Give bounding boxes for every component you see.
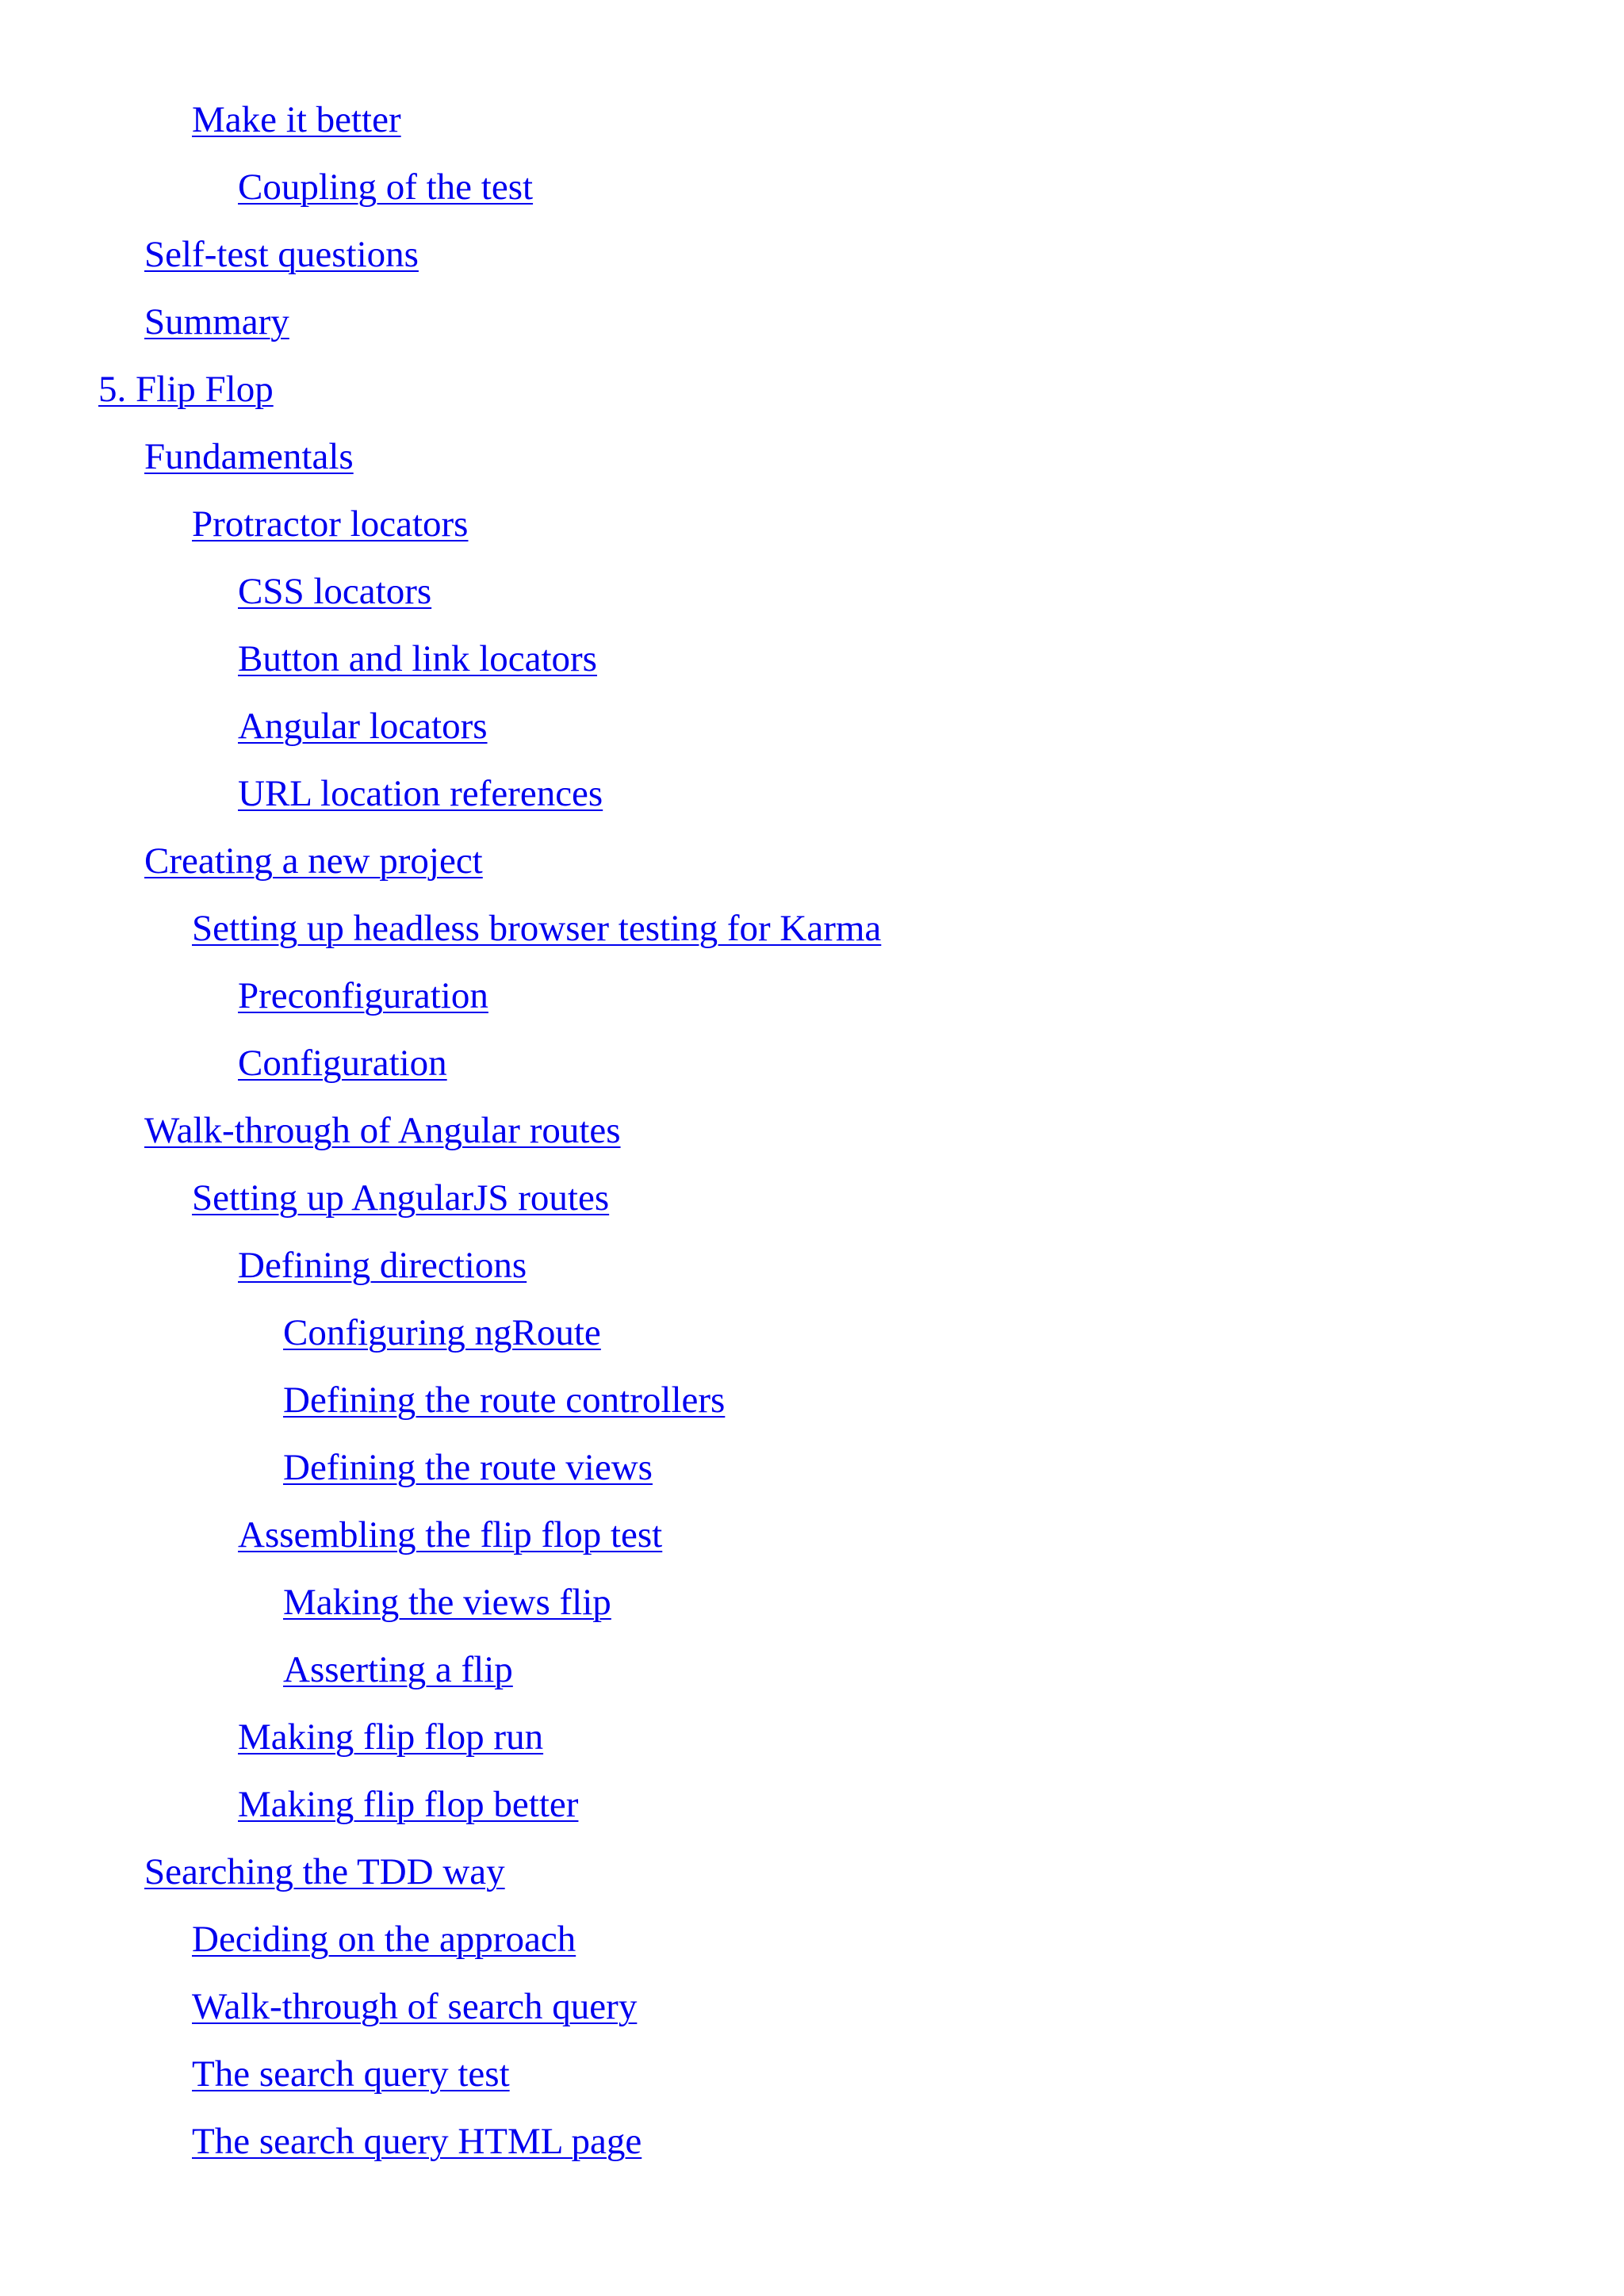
toc-link-make-it-better[interactable]: Make it better	[192, 99, 401, 140]
toc-entry	[0, 496, 1624, 564]
toc-entry	[0, 2114, 1624, 2181]
toc-entry	[0, 1777, 1624, 1844]
toc-link-deciding-on-approach[interactable]: Deciding on the approach	[192, 1919, 576, 1960]
toc-entry	[0, 1507, 1624, 1575]
toc-entry	[0, 227, 1624, 294]
toc-link-walk-through-angular-routes[interactable]: Walk-through of Angular routes	[144, 1110, 621, 1151]
toc-link-defining-route-controllers[interactable]: Defining the route controllers	[283, 1380, 726, 1421]
toc-entry	[0, 294, 1624, 362]
toc-entry	[0, 1103, 1624, 1170]
toc-link-creating-a-new-project[interactable]: Creating a new project	[144, 840, 483, 882]
toc-entry	[0, 1911, 1624, 1979]
toc-entry	[0, 1035, 1624, 1103]
toc-link-searching-the-tdd-way[interactable]: Searching the TDD way	[144, 1851, 505, 1892]
toc-entry	[0, 698, 1624, 766]
toc-link-asserting-a-flip[interactable]: Asserting a flip	[283, 1649, 513, 1690]
toc-link-css-locators[interactable]: CSS locators	[238, 571, 432, 612]
toc-link-making-flip-flop-run[interactable]: Making flip flop run	[238, 1716, 544, 1758]
toc-entry	[0, 631, 1624, 698]
toc-entry	[0, 2046, 1624, 2114]
toc-entry	[0, 1575, 1624, 1642]
toc-link-url-location-references[interactable]: URL location references	[238, 773, 603, 814]
toc-entry	[0, 362, 1624, 429]
toc-entry	[0, 1440, 1624, 1507]
toc-link-chapter-5-flip-flop[interactable]: 5. Flip Flop	[98, 369, 274, 410]
toc-entry	[0, 564, 1624, 631]
toc-link-coupling-of-the-test[interactable]: Coupling of the test	[238, 166, 534, 208]
toc-link-protractor-locators[interactable]: Protractor locators	[192, 503, 469, 545]
table-of-contents	[0, 92, 1624, 2181]
toc-entry	[0, 1642, 1624, 1709]
toc-entry	[0, 1372, 1624, 1440]
toc-entry	[0, 1709, 1624, 1777]
toc-link-making-flip-flop-better[interactable]: Making flip flop better	[238, 1784, 579, 1825]
toc-link-configuring-ngroute[interactable]: Configuring ngRoute	[283, 1312, 601, 1353]
toc-entry	[0, 1844, 1624, 1911]
toc-entry	[0, 429, 1624, 496]
toc-link-search-query-test[interactable]: The search query test	[192, 2053, 510, 2095]
toc-entry	[0, 1305, 1624, 1372]
toc-link-angular-locators[interactable]: Angular locators	[238, 706, 488, 747]
toc-link-fundamentals[interactable]: Fundamentals	[144, 436, 354, 477]
toc-entry	[0, 1170, 1624, 1238]
toc-entry	[0, 901, 1624, 968]
toc-link-assembling-flip-flop-test[interactable]: Assembling the flip flop test	[238, 1514, 663, 1556]
toc-link-making-views-flip[interactable]: Making the views flip	[283, 1582, 611, 1623]
toc-link-search-query-html-page[interactable]: The search query HTML page	[192, 2121, 642, 2162]
toc-entry	[0, 833, 1624, 901]
toc-link-defining-route-views[interactable]: Defining the route views	[283, 1447, 653, 1488]
toc-link-walk-through-search-query[interactable]: Walk-through of search query	[192, 1986, 638, 2027]
toc-link-setting-up-angularjs-routes[interactable]: Setting up AngularJS routes	[192, 1177, 610, 1219]
toc-entry	[0, 92, 1624, 159]
toc-entry	[0, 159, 1624, 227]
toc-link-headless-browser-testing[interactable]: Setting up headless browser testing for Karma	[192, 908, 882, 949]
toc-link-defining-directions[interactable]: Defining directions	[238, 1245, 527, 1286]
toc-entry	[0, 766, 1624, 833]
toc-entry	[0, 968, 1624, 1035]
toc-entry	[0, 1979, 1624, 2046]
toc-link-preconfiguration[interactable]: Preconfiguration	[238, 975, 488, 1016]
toc-entry	[0, 1238, 1624, 1305]
toc-link-summary[interactable]: Summary	[144, 301, 289, 342]
toc-link-self-test-questions[interactable]: Self-test questions	[144, 234, 419, 275]
toc-link-button-and-link-locators[interactable]: Button and link locators	[238, 638, 597, 679]
toc-link-configuration[interactable]: Configuration	[238, 1043, 447, 1084]
